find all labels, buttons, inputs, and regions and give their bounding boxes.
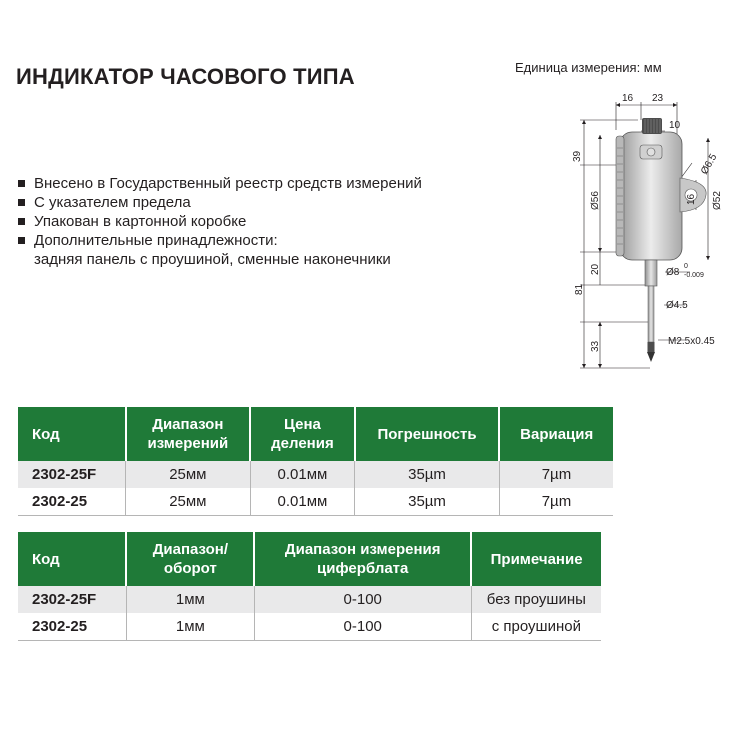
spec-table-dial (18, 532, 601, 641)
col-header-range: Диапазон измерений (126, 407, 251, 461)
page-title: ИНДИКАТОР ЧАСОВОГО ТИПА (16, 64, 355, 89)
dim-8-tol-lower: -0.009 (684, 272, 704, 279)
bullet-square-icon (18, 199, 25, 206)
list-item-text: Упакован в картонной коробке (34, 213, 247, 230)
dim-81: 81 (574, 283, 585, 295)
cell-variation: 7µm (499, 488, 613, 516)
dim-56: Ø56 (590, 191, 601, 210)
dim-52: Ø52 (712, 191, 723, 210)
list-item-text: С указателем предела (34, 194, 191, 211)
dial-indicator-drawing (560, 90, 740, 380)
bullet-square-icon (18, 237, 25, 244)
cell-note: с проушиной (471, 613, 601, 641)
cell-code: 2302-25F (18, 586, 126, 613)
list-item (18, 174, 422, 193)
cell-dial-range: 0-100 (254, 613, 471, 641)
table-row (18, 613, 601, 641)
list-item-subtext: задняя панель с проушиной, сменные наконечники (34, 251, 391, 268)
dim-8-tol-upper: 0 (684, 263, 688, 270)
dim-16: 16 (622, 93, 634, 104)
cell-division: 0.01мм (250, 461, 355, 488)
table-row (18, 586, 601, 613)
col-header-range-per-rev: Диапазон/ оборот (126, 532, 254, 586)
cell-dial-range: 0-100 (254, 586, 471, 613)
dim-16b: 16 (686, 193, 697, 205)
list-item-text: Внесено в Государственный реестр средств измерений (34, 175, 422, 192)
table-row (18, 488, 613, 516)
cell-code: 2302-25 (18, 613, 126, 641)
dim-10: 10 (669, 120, 681, 131)
bullet-square-icon (18, 218, 25, 225)
cell-variation: 7µm (499, 461, 613, 488)
dim-6-5: Ø6.5 (699, 152, 720, 177)
col-header-accuracy: Погрешность (355, 407, 500, 461)
cell-note: без проушины (471, 586, 601, 613)
cell-division: 0.01мм (250, 488, 355, 516)
cell-code: 2302-25F (18, 461, 126, 488)
dim-23: 23 (652, 93, 664, 104)
list-item (18, 193, 422, 212)
cell-range: 25мм (126, 461, 251, 488)
unit-note: Единица измерения: мм (515, 60, 662, 75)
dim-8: Ø8 (666, 267, 680, 278)
col-header-note: Примечание (471, 532, 601, 586)
list-item (18, 231, 422, 269)
dim-20: 20 (590, 263, 601, 275)
col-header-code: Код (18, 532, 126, 586)
cell-accuracy: 35µm (355, 461, 500, 488)
dim-33: 33 (590, 340, 601, 352)
spec-table-main (18, 407, 613, 516)
col-header-code: Код (18, 407, 126, 461)
list-item-text: Дополнительные принадлежности: (34, 232, 278, 249)
cell-range-per-rev: 1мм (126, 586, 254, 613)
cell-accuracy: 35µm (355, 488, 500, 516)
dim-4-5: Ø4.5 (666, 300, 688, 311)
table-header-row (18, 407, 613, 461)
bullet-square-icon (18, 180, 25, 187)
table-header-row (18, 532, 601, 586)
col-header-division: Цена деления (250, 407, 355, 461)
cell-range: 25мм (126, 488, 251, 516)
cell-range-per-rev: 1мм (126, 613, 254, 641)
cell-code: 2302-25 (18, 488, 126, 516)
list-item (18, 212, 422, 231)
col-header-dial-range: Диапазон измерения циферблата (254, 532, 471, 586)
feature-list (18, 174, 422, 269)
dim-39: 39 (572, 150, 583, 162)
col-header-variation: Вариация (499, 407, 613, 461)
dim-thread: M2.5x0.45 (668, 336, 715, 347)
table-row (18, 461, 613, 488)
